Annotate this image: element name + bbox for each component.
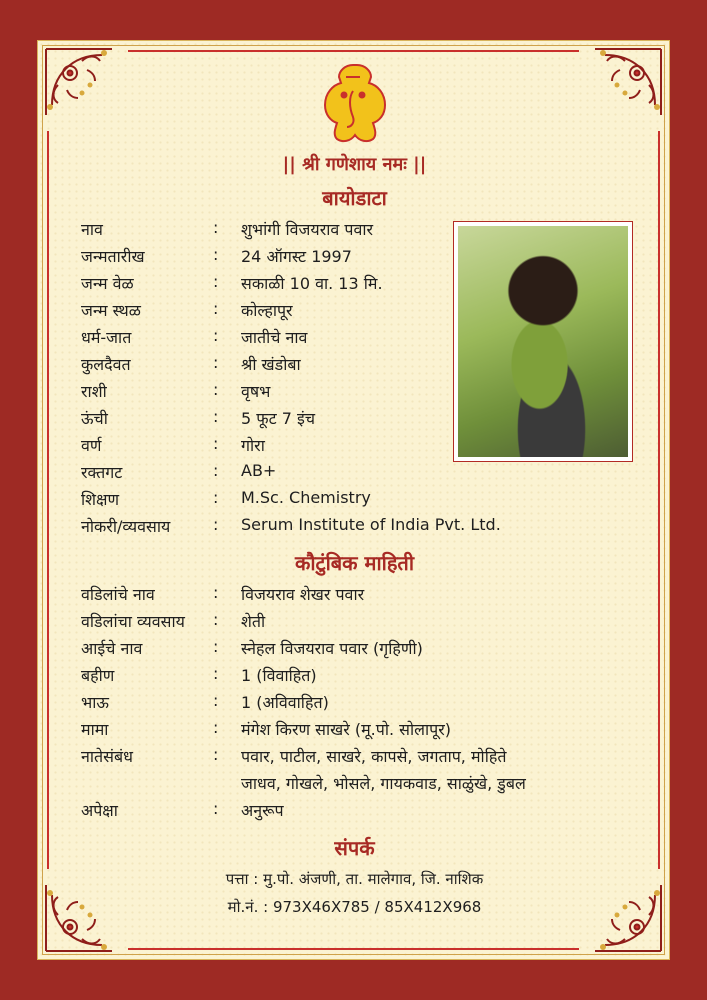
row-value: 1 (अविवाहित) (241, 693, 329, 712)
row-label: राशी (81, 382, 107, 401)
address-text: पत्ता : मु.पो. अंजणी, ता. मालेगाव, जि. नाशिक (225, 870, 484, 888)
row-value: 24 ऑगस्ट 1997 (241, 247, 352, 266)
row-colon: : (213, 218, 219, 237)
row-value: श्री खंडोबा (241, 355, 301, 374)
row-label: जन्मतारीख (81, 247, 145, 266)
row-label: भाऊ (81, 693, 109, 712)
row-colon: : (213, 353, 219, 372)
section-title-family: कौटुंबिक माहिती (294, 551, 415, 575)
row-label: धर्म-जात (81, 328, 132, 347)
row-colon: : (213, 583, 219, 602)
row-label: अपेक्षा (81, 801, 118, 820)
row-colon: : (213, 718, 219, 737)
row-value: AB+ (241, 461, 277, 480)
row-label: वडिलांचे नाव (81, 585, 155, 604)
row-value: शेती (241, 612, 266, 631)
row-value: Serum Institute of India Pvt. Ltd. (241, 515, 501, 534)
row-colon: : (213, 326, 219, 345)
row-colon: : (213, 637, 219, 656)
border-line-bottom (128, 948, 579, 950)
border-line-left (47, 131, 49, 869)
row-value: 5 फूट 7 इंच (241, 409, 316, 428)
row-colon: : (213, 434, 219, 453)
row-value: 1 (विवाहित) (241, 666, 317, 685)
row-colon: : (213, 610, 219, 629)
section-title-biodata: बायोडाटा (322, 186, 387, 210)
profile-photo-frame (453, 221, 633, 462)
border-line-right (658, 131, 660, 869)
row-colon: : (213, 272, 219, 291)
ganesh-icon (320, 61, 386, 145)
row-value: पवार, पाटील, साखरे, कापसे, जगताप, मोहिते (241, 747, 507, 766)
row-colon: : (213, 407, 219, 426)
section-title-contact: संपर्क (334, 836, 375, 860)
row-value: जातीचे नाव (241, 328, 308, 347)
row-value: कोल्हापूर (241, 301, 293, 320)
floral-corner-icon (42, 45, 134, 137)
row-label: नाव (81, 220, 103, 239)
row-label: वडिलांचा व्यवसाय (81, 612, 185, 631)
row-label: जन्म वेळ (81, 274, 134, 293)
row-value: सकाळी 10 वा. 13 मि. (241, 274, 383, 293)
row-label: वर्ण (81, 436, 102, 455)
profile-photo (458, 226, 628, 457)
border-line-top (128, 50, 579, 52)
row-label: जन्म स्थळ (81, 301, 141, 320)
row-value: M.Sc. Chemistry (241, 488, 371, 507)
row-value: जाधव, गोखले, भोसले, गायकवाड, साळुंखे, डुबल (241, 774, 526, 793)
row-value: स्नेहल विजयराव पवार (गृहिणी) (241, 639, 423, 658)
row-label: शिक्षण (81, 490, 120, 509)
row-label: बहीण (81, 666, 115, 685)
row-colon: : (213, 745, 219, 764)
row-label: नोकरी/व्यवसाय (81, 517, 171, 536)
row-colon: : (213, 488, 219, 507)
row-value: विजयराव शेखर पवार (241, 585, 365, 604)
row-value: वृषभ (241, 382, 271, 401)
row-colon: : (213, 691, 219, 710)
row-colon: : (213, 299, 219, 318)
row-label: नातेसंबंध (81, 747, 133, 766)
row-colon: : (213, 461, 219, 480)
row-colon: : (213, 245, 219, 264)
phone-text: मो.नं. : 973X46X785 / 85X412X968 (227, 898, 482, 916)
row-value: शुभांगी विजयराव पवार (241, 220, 374, 239)
row-label: कुलदैवत (81, 355, 131, 374)
row-label: ऊंची (81, 409, 108, 428)
row-colon: : (213, 799, 219, 818)
row-colon: : (213, 664, 219, 683)
row-value: गोरा (241, 436, 265, 455)
row-value: अनुरूप (241, 801, 284, 820)
row-colon: : (213, 515, 219, 534)
row-label: मामा (81, 720, 109, 739)
floral-corner-icon (573, 45, 665, 137)
row-value: मंगेश किरण साखरे (मू.पो. सोलापूर) (241, 720, 451, 739)
row-colon: : (213, 380, 219, 399)
invocation-text: || श्री गणेशाय नमः || (282, 154, 427, 175)
row-label: आईचे नाव (81, 639, 143, 658)
biodata-card (37, 40, 670, 960)
row-label: रक्तगट (81, 463, 123, 482)
